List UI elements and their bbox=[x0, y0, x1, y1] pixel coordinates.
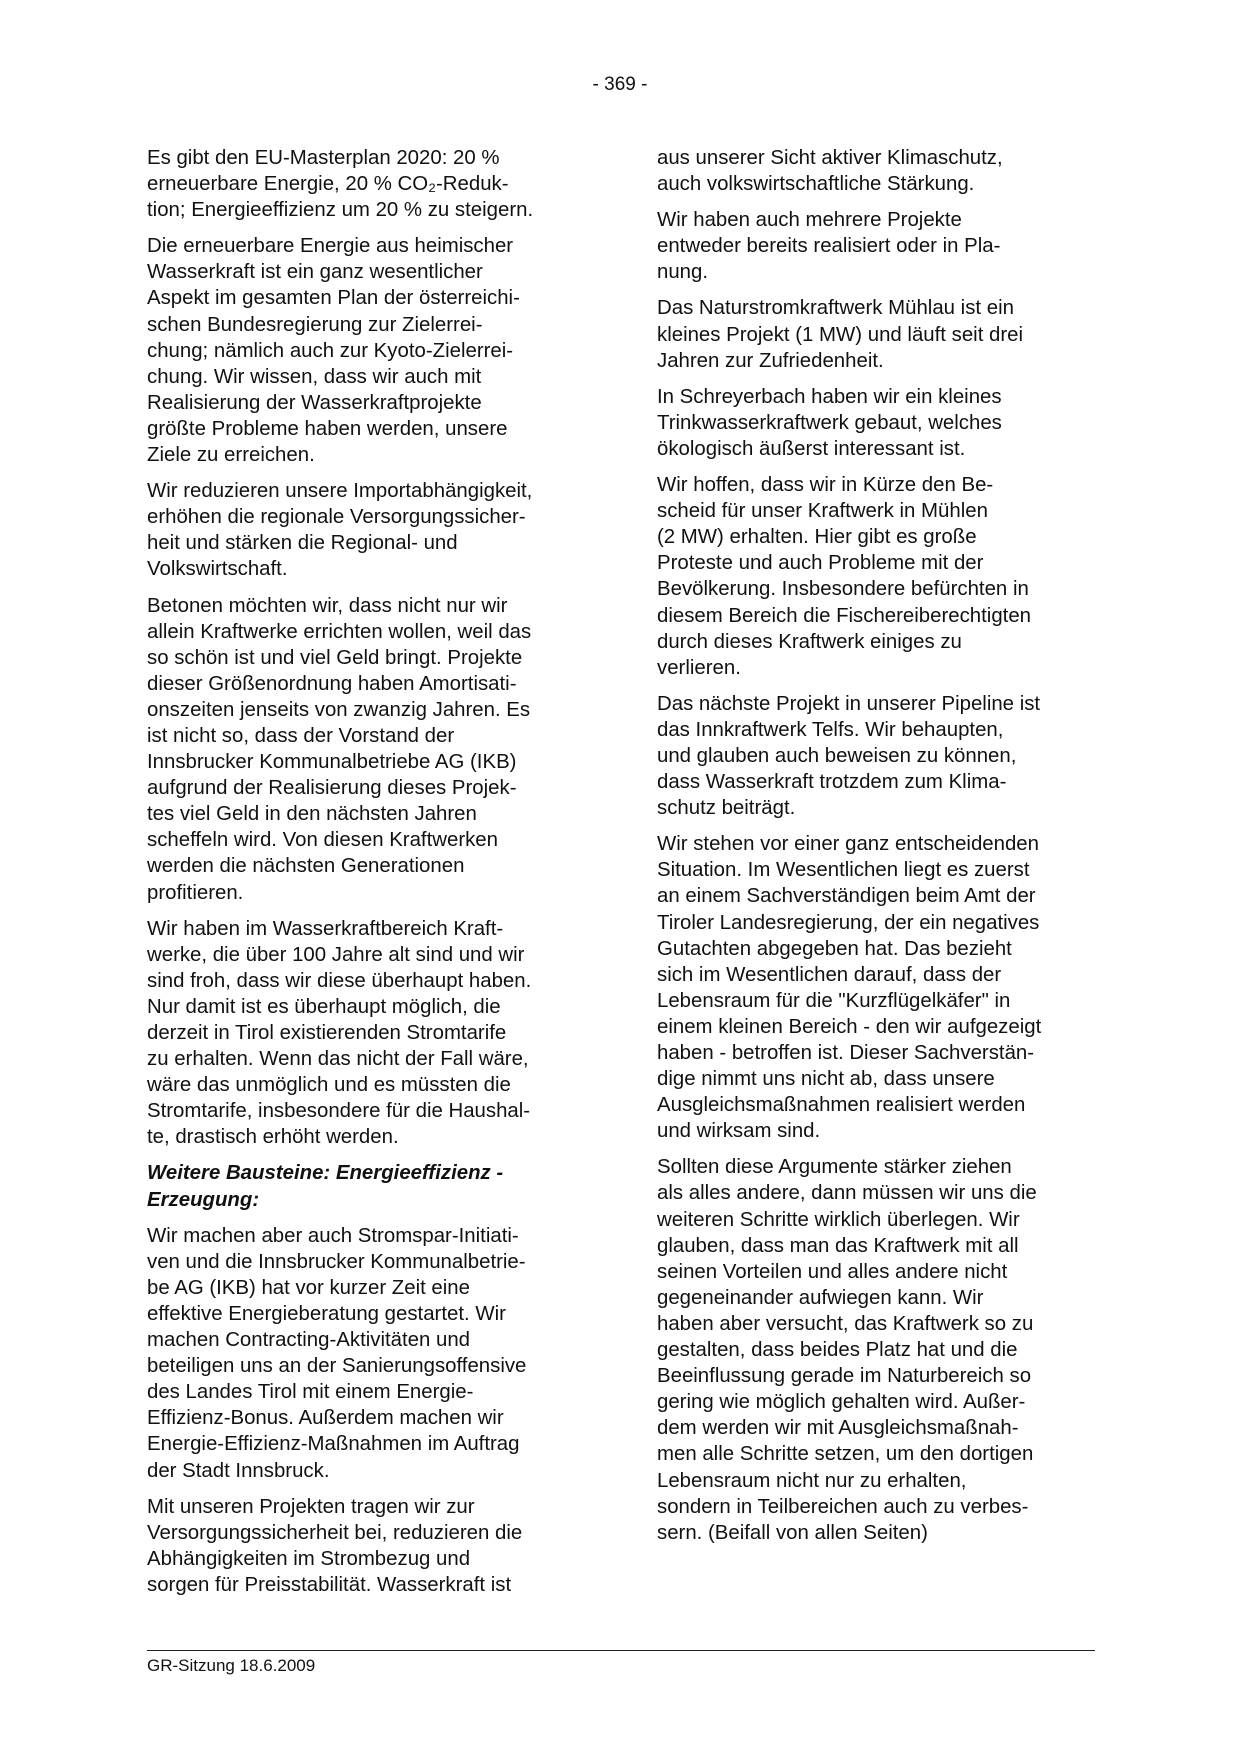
paragraph: Die erneuerbare Energie aus heimischer Wasserkraft ist ein ganz wesentlicher Aspekt im gesamten Plan der österreichi- schen Bundesregierung zur Zielerrei- chung; nämlich auch zur Kyoto-Zielerrei- chung. Wir wissen, dass wir auch mit Realisierung der Wasserkraftprojekte größte Probleme haben werden, unsere Ziele zu erreichen. bbox=[147, 235, 520, 467]
right-column bbox=[657, 145, 1102, 1556]
footer-text: GR-Sitzung 18.6.2009 bbox=[147, 1656, 316, 1675]
paragraph: Sollten diese Argumente stärker ziehen als alles andere, dann müssen wir uns die weiteren Schritte wirklich überlegen. Wir glauben, dass man das Kraftwerk mit all seinen Vorteilen und alles andere nicht gegeneinander aufwiegen kann. Wir haben aber versucht, das Kraftwerk so zu gestalten, dass beides Platz hat und die Beeinflussung gerade im Naturbereich so gering wie möglich gehalten wird. Außer- dem werden wir mit Ausgleichsmaßnah- men alle Schritte setzen, um den dortigen Lebensraum nicht nur zu erhalten, sondern in Teilbereichen auch zu verbes- sern. (Beifall von allen Seiten) bbox=[657, 1156, 1037, 1544]
page-number: - 369 - bbox=[592, 74, 648, 95]
paragraph: Wir reduzieren unsere Importabhängigkeit, erhöhen die regionale Versorgungssicher- heit und stärken die Regional- und Volkswirtschaft. bbox=[147, 480, 533, 581]
paragraph: Das Naturstromkraftwerk Mühlau ist ein kleines Projekt (1 MW) und läuft seit drei Jahren zur Zufriedenheit. bbox=[657, 297, 1024, 372]
paragraph: Wir machen aber auch Stromspar-Initiati- ven und die Innsbrucker Kommunalbetrie- be AG (IKB) hat vor kurzer Zeit eine effektive Energieberatung gestartet. Wir machen Contracting-Aktivitäten und beteiligen uns an der Sanierungsoffensive des Landes Tirol mit einem Energie- Effizienz-Bonus. Außerdem machen wir Energie-Effizienz-Maßnahmen im Auftrag der Stadt Innsbruck. bbox=[147, 1224, 527, 1482]
paragraph: Wir hoffen, dass wir in Kürze den Be- scheid für unser Kraftwerk in Mühlen (2 MW) erhalten. Hier gibt es große Proteste und auch Probleme mit der Bevölkerung. Insbesondere befürchten in diesem Bereich die Fischereiberechtigten durch dieses Kraftwerk einiges zu verlieren. bbox=[657, 474, 1032, 679]
paragraph: Es gibt den EU-Masterplan 2020: 20 % erneuerbare Energie, 20 % CO₂-Reduk- tion; Energieeffizienz um 20 % zu steigern. bbox=[147, 147, 534, 222]
paragraph: Wir haben im Wasserkraftbereich Kraft- werke, die über 100 Jahre alt sind und wir sind froh, dass wir diese überhaupt haben. Nur damit ist es überhaupt möglich, die derzeit in Tirol existierenden Stromtarife zu erhalten. Wenn das nicht der Fall wäre, wäre das unmöglich und es müssten die Stromtarife, insbesondere für die Haushal- te, drastisch erhöht werden. bbox=[147, 917, 532, 1149]
paragraph: Mit unseren Projekten tragen wir zur Versorgungssicherheit bei, reduzieren die Abhängigkeiten im Strombezug und sorgen für Preisstabilität. Wasserkraft ist bbox=[147, 1495, 523, 1596]
section-heading: Weitere Bausteine: Energieeffizienz - Erzeugung: bbox=[147, 1162, 504, 1211]
paragraph: Betonen möchten wir, dass nicht nur wir allein Kraftwerke errichten wollen, weil das so schön ist und viel Geld bringt. Projekte dieser Größenordnung haben Amortisati- onszeiten jenseits von zwanzig Jahren. Es ist nicht so, dass der Vorstand der Innsbrucker Kommunalbetriebe AG (IKB) aufgrund der Realisierung dieses Projek- tes viel Geld in den nächsten Jahren scheffeln wird. Von diesen Kraftwerken werden die nächsten Generationen profitieren. bbox=[147, 594, 532, 904]
paragraph: In Schreyerbach haben wir ein kleines Trinkwasserkraftwerk gebaut, welches ökologisch äußerst interessant ist. bbox=[657, 385, 1002, 460]
paragraph: Wir stehen vor einer ganz entscheidenden Situation. Im Wesentlichen liegt es zuerst an einem Sachverständigen beim Amt der Tiroler Landesregierung, der ein negatives Gutachten abgegeben hat. Das bezieht sich im Wesentlichen darauf, dass der Lebensraum für die "Kurzflügelkäfer" in einem kleinen Bereich - den wir aufgezeigt haben - betroffen ist. Dieser Sachverstän- dige nimmt uns nicht ab, dass unsere Ausgleichsmaßnahmen realisiert werden und wirksam sind. bbox=[657, 833, 1042, 1143]
paragraph: Das nächste Projekt in unserer Pipeline ist das Innkraftwerk Telfs. Wir behaupten, und glauben auch beweisen zu können, dass Wasserkraft trotzdem zum Klima- schutz beiträgt. bbox=[657, 692, 1041, 820]
footer-divider bbox=[147, 1650, 1095, 1651]
left-column bbox=[147, 145, 592, 1608]
paragraph: aus unserer Sicht aktiver Klimaschutz, auch volkswirtschaftliche Stärkung. bbox=[657, 147, 1003, 196]
paragraph: Wir haben auch mehrere Projekte entweder bereits realisiert oder in Pla- nung. bbox=[657, 209, 1001, 284]
